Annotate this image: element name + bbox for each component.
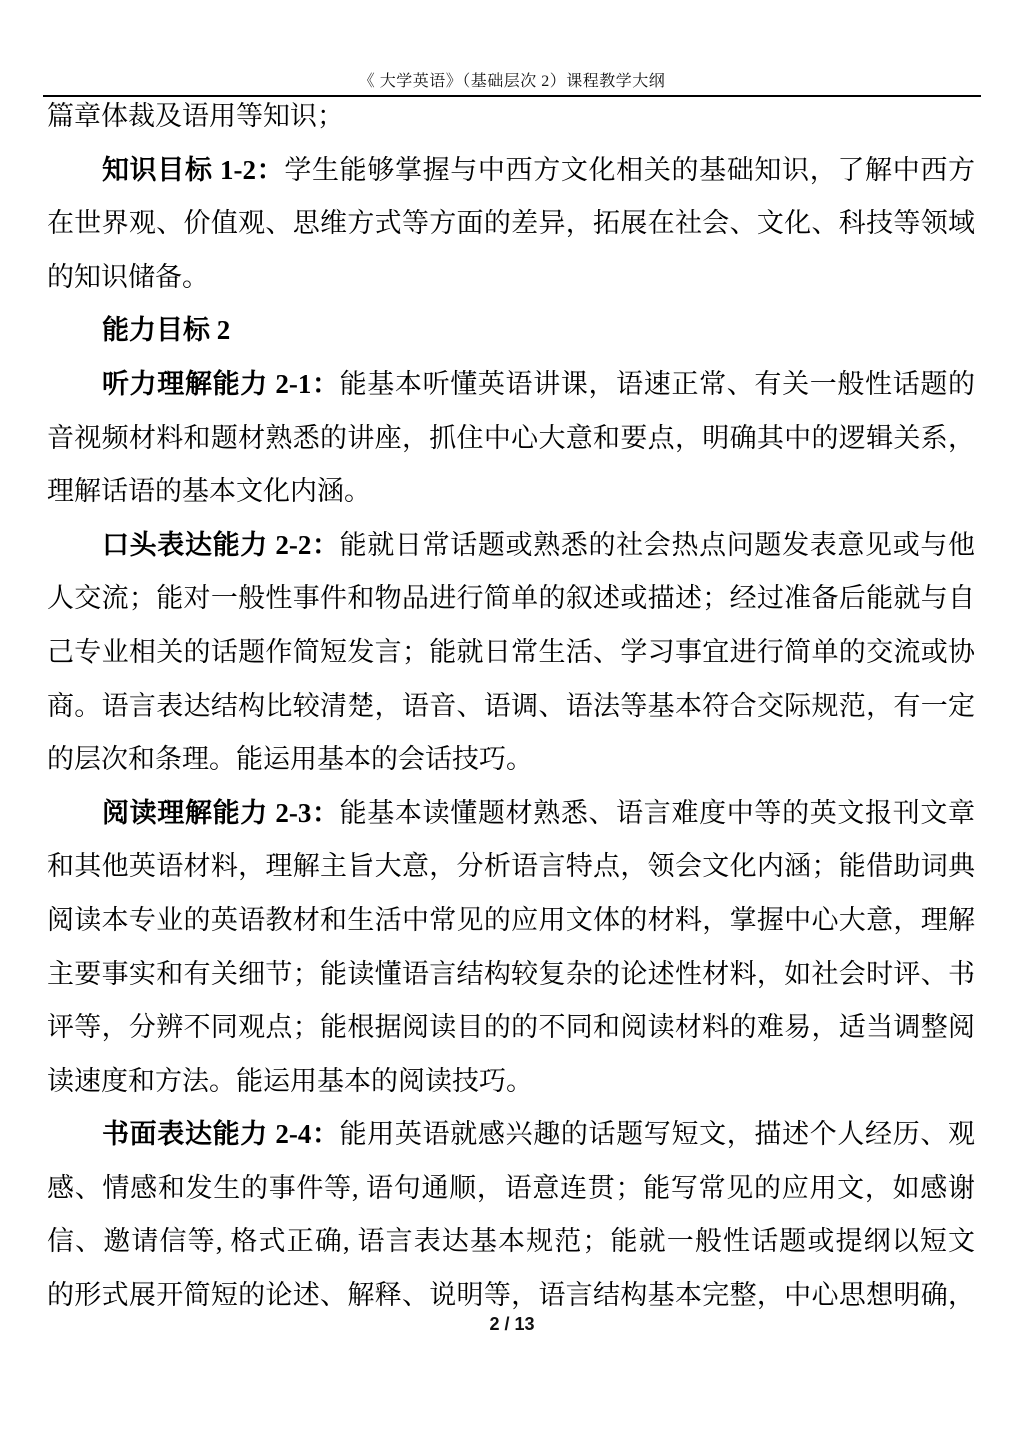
line-text-segment: 学生能够掌握与中西方文化相关的基础知识，了解中西方 xyxy=(284,154,976,185)
page-number: 2 / 13 xyxy=(489,1314,535,1334)
text-line xyxy=(47,197,975,251)
text-line xyxy=(47,519,975,573)
text-line xyxy=(47,144,975,198)
text-line xyxy=(47,948,975,1002)
text-line xyxy=(47,680,975,734)
text-line xyxy=(47,1001,975,1055)
text-line xyxy=(47,787,975,841)
text-line xyxy=(47,412,975,466)
text-line xyxy=(47,304,975,358)
text-line xyxy=(47,1162,975,1216)
line-bold-segment: 能力目标 2 xyxy=(102,315,231,346)
line-text-segment: 在世界观、价值观、思维方式等方面的差异，拓展在社会、文化、科技等领域 xyxy=(47,208,975,239)
line-text-segment: 能就日常话题或熟悉的社会热点问题发表意见或与他 xyxy=(339,529,975,560)
line-text-segment: 读速度和方法。能运用基本的阅读技巧。 xyxy=(47,1065,533,1096)
line-text-segment: 能基本听懂英语讲课，语速正常、有关一般性话题的 xyxy=(339,368,975,399)
line-bold-segment: 听力理解能力 2-1： xyxy=(102,368,340,399)
line-text-segment: 商。语言表达结构比较清楚，语音、语调、语法等基本符合交际规范，有一定 xyxy=(47,690,975,721)
line-text-segment: 己专业相关的话题作简短发言；能就日常生活、学习事宜进行简单的交流或协 xyxy=(47,636,975,667)
text-line xyxy=(47,894,975,948)
text-line xyxy=(47,90,975,144)
text-line xyxy=(47,358,975,412)
line-text-segment: 理解话语的基本文化内涵。 xyxy=(47,476,371,507)
line-text-segment: 和其他英语材料，理解主旨大意，分析语言特点，领会文化内涵；能借助词典 xyxy=(47,851,975,882)
line-text-segment: 阅读本专业的英语教材和生活中常见的应用文体的材料，掌握中心大意，理解 xyxy=(47,904,975,935)
line-bold-segment: 书面表达能力 2-4： xyxy=(102,1119,340,1150)
page-header-title: 《 大学英语》（基础层次 2）课程教学大纲 xyxy=(358,73,666,90)
line-text-segment: 音视频材料和题材熟悉的讲座，抓住中心大意和要点，明确其中的逻辑关系， xyxy=(47,422,975,453)
text-line xyxy=(47,1215,975,1269)
line-text-segment: 感、情感和发生的事件等, 语句通顺，语意连贯；能写常见的应用文，如感谢 xyxy=(47,1172,975,1203)
text-line xyxy=(47,733,975,787)
text-line xyxy=(47,626,975,680)
text-line xyxy=(47,1108,975,1162)
line-text-segment: 的形式展开简短的论述、解释、说明等，语言结构基本完整，中心思想明确， xyxy=(47,1280,975,1311)
document-body xyxy=(47,90,975,1323)
line-text-segment: 能基本读懂题材熟悉、语言难度中等的英文报刊文章 xyxy=(339,797,975,828)
line-text-segment: 的知识储备。 xyxy=(47,261,209,292)
line-text-segment: 的层次和条理。能运用基本的会话技巧。 xyxy=(47,744,533,775)
line-text-segment: 信、邀请信等, 格式正确, 语言表达基本规范；能就一般性话题或提纲以短文 xyxy=(47,1226,975,1257)
text-line xyxy=(47,465,975,519)
line-text-segment: 能用英语就感兴趣的话题写短文，描述个人经历、观 xyxy=(339,1119,975,1150)
text-line xyxy=(47,840,975,894)
line-bold-segment: 阅读理解能力 2-3： xyxy=(102,797,340,828)
line-bold-segment: 口头表达能力 2-2： xyxy=(102,529,340,560)
line-bold-segment: 知识目标 1-2： xyxy=(102,154,285,185)
text-line xyxy=(47,1055,975,1109)
line-text-segment: 篇章体裁及语用等知识； xyxy=(47,101,344,131)
text-line xyxy=(47,572,975,626)
line-text-segment: 评等，分辨不同观点；能根据阅读目的的不同和阅读材料的难易，适当调整阅 xyxy=(47,1012,975,1043)
line-text-segment: 人交流；能对一般性事件和物品进行简单的叙述或描述；经过准备后能就与自 xyxy=(47,583,975,614)
text-line xyxy=(47,251,975,305)
line-text-segment: 主要事实和有关细节；能读懂语言结构较复杂的论述性材料，如社会时评、书 xyxy=(47,958,975,989)
